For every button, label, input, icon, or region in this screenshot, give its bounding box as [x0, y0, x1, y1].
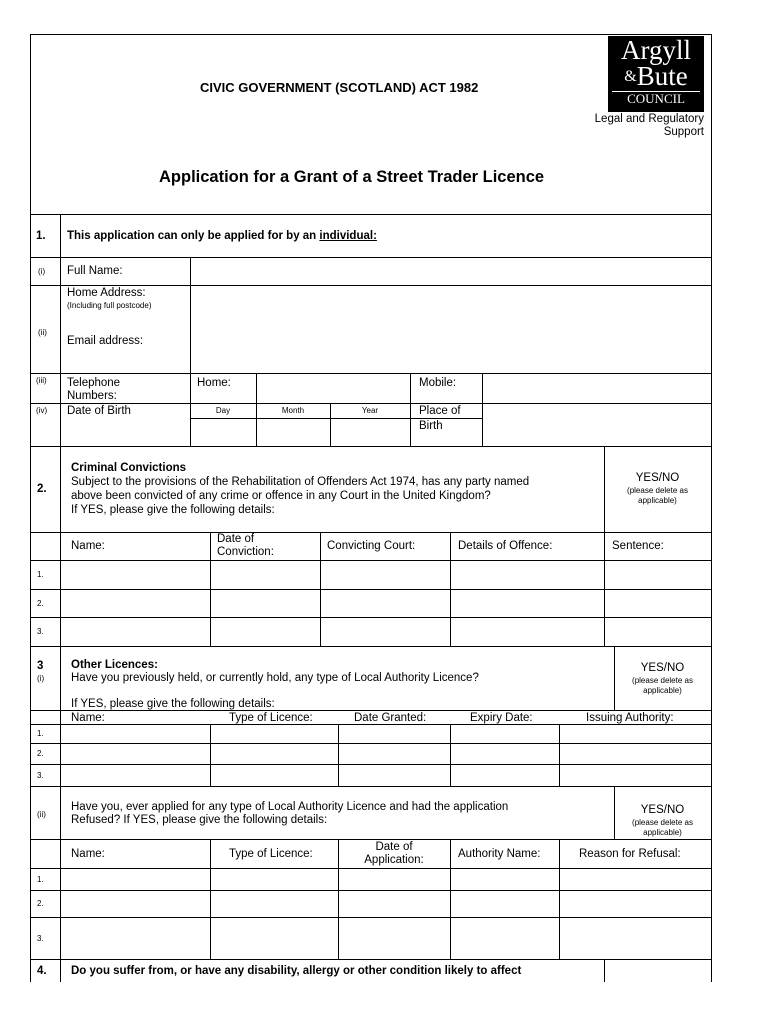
s2-header-name: Name:	[71, 540, 105, 552]
s3b-row-2-number: 2.	[37, 899, 44, 908]
s3b-row-3-number: 3.	[37, 934, 44, 943]
s3b-row-1-number: 1.	[37, 875, 44, 884]
s2-row-3[interactable]	[61, 618, 711, 646]
home-phone-label: Home:	[197, 377, 231, 389]
council-logo	[608, 36, 704, 112]
individual-underlined: individual:	[319, 230, 377, 242]
full-name-field[interactable]	[191, 258, 711, 285]
act-title: CIVIC GOVERNMENT (SCOTLAND) ACT 1982	[200, 80, 479, 95]
s3b-header-authority: Authority Name:	[458, 848, 541, 860]
s3b-header-reason: Reason for Refusal:	[579, 848, 681, 860]
place-of-birth-field[interactable]	[483, 404, 711, 446]
s2-row-1-number: 1.	[37, 570, 44, 579]
s3b-yesno-note1: (please delete as	[632, 818, 693, 827]
logo-bute: &Bute	[624, 61, 688, 91]
s4-answer-field[interactable]	[605, 960, 711, 982]
s3-line2: If YES, please give the following details:	[71, 698, 275, 710]
s2-row-1[interactable]	[61, 561, 711, 589]
item-i-label: (i)	[38, 267, 46, 276]
s3-row-1[interactable]	[61, 725, 711, 743]
s3b-header-type: Type of Licence:	[229, 848, 313, 860]
s2-yesno[interactable]: YES/NO	[635, 472, 680, 484]
s3b-line2: Refused? If YES, please give the following details:	[71, 814, 328, 826]
section-1-title: This application can only be applied for by an individual:	[67, 230, 377, 242]
criminal-convictions-title: Criminal Convictions	[71, 462, 187, 474]
logo-amp: &	[624, 68, 637, 85]
s3-header-granted: Date Granted:	[354, 712, 427, 724]
postcode-note: (Including full postcode)	[67, 301, 152, 310]
s3-yesno-note2: applicable)	[643, 686, 682, 695]
section-3-i-label: (i)	[37, 674, 45, 683]
logo-council: COUNCIL	[612, 91, 700, 106]
s3b-row-1[interactable]	[61, 869, 711, 890]
dob-label: Date of Birth	[67, 405, 131, 417]
s3b-header-date1: Date of	[375, 841, 413, 853]
s3-row-3-number: 3.	[37, 771, 44, 780]
item-iv-label: (iv)	[36, 406, 48, 415]
s2-header-details: Details of Offence:	[458, 540, 553, 552]
s2-header-date2: Conviction:	[217, 546, 274, 558]
s3-row-2-number: 2.	[37, 749, 44, 758]
home-address-field[interactable]	[191, 286, 711, 373]
s2-header-date1: Date of	[217, 533, 255, 545]
s2-yesno-note2: applicable)	[638, 496, 677, 505]
s3-header-name: Name:	[71, 712, 105, 724]
s3-row-1-number: 1.	[37, 729, 44, 738]
s2-header-court: Convicting Court:	[327, 540, 416, 552]
s3-line1: Have you previously held, or currently hold, any type of Local Authority Licence?	[71, 672, 479, 684]
mobile-label: Mobile:	[419, 377, 457, 389]
s4-line1: Do you suffer from, or have any disability, allergy or other condition likely to affect	[71, 965, 522, 977]
item-ii-label: (ii)	[38, 328, 47, 337]
numbers-label: Numbers:	[67, 390, 117, 402]
year-label: Year	[361, 406, 379, 415]
s3b-header-name: Name:	[71, 848, 105, 860]
other-licences-title: Other Licences:	[71, 659, 158, 671]
s2-line1: Subject to the provisions of the Rehabilitation of Offenders Act 1974, has any party named	[71, 476, 530, 488]
s3b-row-2[interactable]	[61, 891, 711, 917]
dob-month-field[interactable]	[257, 419, 330, 446]
s2-row-2[interactable]	[61, 590, 711, 617]
s3-row-3[interactable]	[61, 765, 711, 786]
day-label: Day	[215, 406, 231, 415]
telephone-label: Telephone	[67, 377, 121, 389]
s3b-row-3[interactable]	[61, 918, 711, 959]
month-label: Month	[281, 406, 305, 415]
s3b-yesno[interactable]: YES/NO	[640, 804, 685, 816]
home-address-label: Home Address:	[67, 287, 146, 299]
section-4-number: 4.	[37, 965, 47, 977]
item-iii-label: (iii)	[36, 376, 47, 385]
logo-argyll: Argyll	[620, 35, 691, 65]
home-phone-field[interactable]	[257, 374, 410, 403]
s3-row-2[interactable]	[61, 744, 711, 764]
birth-label: Birth	[419, 420, 443, 432]
s3-header-expiry: Expiry Date:	[470, 712, 533, 724]
s3-yesno-note1: (please delete as	[632, 676, 693, 685]
section-3-ii-label: (ii)	[37, 810, 46, 819]
dept-line2: Support	[663, 126, 704, 138]
s3b-yesno-note2: applicable)	[643, 828, 682, 837]
s3b-line1: Have you, ever applied for any type of Local Authority Licence and had the application	[71, 801, 509, 813]
form-title: Application for a Grant of a Street Trader Licence	[159, 168, 545, 186]
s3-header-type: Type of Licence:	[229, 712, 313, 724]
s2-row-2-number: 2.	[37, 599, 44, 608]
dept-line1: Legal and Regulatory	[594, 113, 704, 125]
s3-header-authority: Issuing Authority:	[586, 712, 674, 724]
full-name-label: Full Name:	[67, 265, 123, 277]
section-3-number: 3	[37, 660, 44, 672]
email-label: Email address:	[67, 335, 144, 347]
mobile-field[interactable]	[483, 374, 711, 403]
s3b-header-date2: Application:	[364, 854, 424, 866]
s2-line3: If YES, please give the following details:	[71, 504, 275, 516]
dob-year-field[interactable]	[331, 419, 410, 446]
place-of-label: Place of	[419, 405, 461, 417]
s2-line2: above been convicted of any crime or offence in any Court in the United Kingdom?	[71, 490, 491, 502]
s2-row-3-number: 3.	[37, 627, 44, 636]
s2-yesno-note1: (please delete as	[627, 486, 688, 495]
section-2-number: 2.	[37, 483, 47, 495]
dob-day-field[interactable]	[191, 419, 256, 446]
section-1-number: 1.	[36, 230, 46, 242]
s2-header-sentence: Sentence:	[612, 540, 664, 552]
s3-yesno[interactable]: YES/NO	[640, 662, 685, 674]
